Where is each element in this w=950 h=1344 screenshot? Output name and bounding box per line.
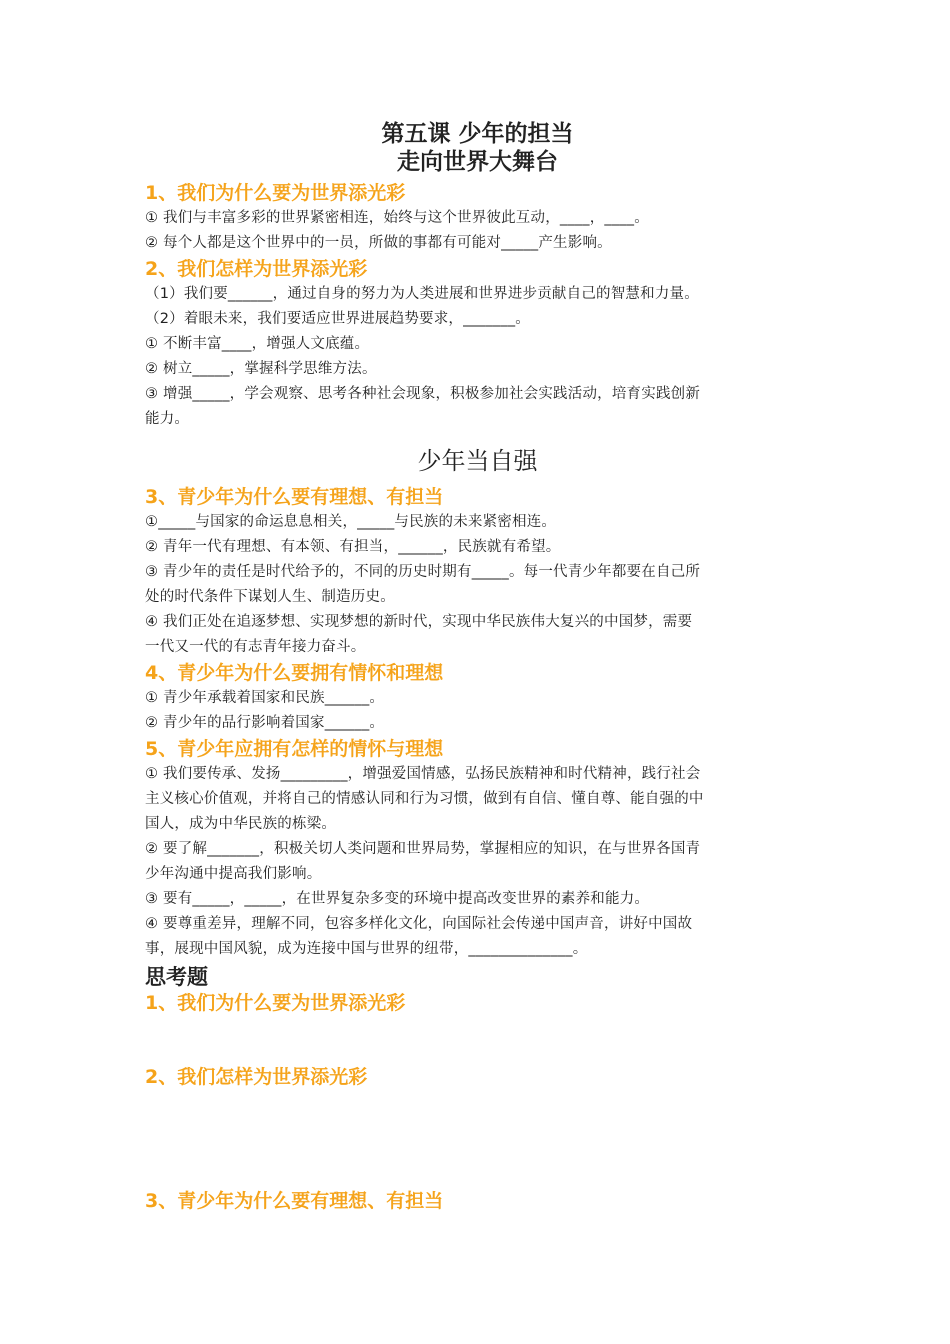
section-2-heading: 2、我们怎样为世界添光彩	[145, 258, 368, 280]
section-3-line: ③ 青少年的责任是时代给予的，不同的历史时期有_____。每一代青少年都要在自己所	[145, 564, 701, 580]
section-3-line: 处的时代条件下谋划人生、制造历史。	[145, 589, 395, 605]
answer-space-1	[145, 1016, 810, 1064]
section-3-line: ② 青年一代有理想、有本领、有担当，______，民族就有希望。	[145, 539, 561, 555]
thinking-question-1: 1、我们为什么要为世界添光彩	[145, 992, 406, 1014]
section-3-heading: 3、青少年为什么要有理想、有担当	[145, 486, 444, 508]
section-2-line: 能力。	[145, 411, 190, 427]
section-2-line: ② 树立_____，掌握科学思维方法。	[145, 361, 377, 377]
section-5-heading: 5、青少年应拥有怎样的情怀与理想	[145, 738, 444, 760]
section-5-line: 事，展现中国风貌，成为连接中国与世界的纽带，______________。	[145, 941, 588, 957]
section-2-line: （2）着眼未来，我们要适应世界进展趋势要求，_______。	[145, 311, 530, 327]
section-4-heading: 4、青少年为什么要拥有情怀和理想	[145, 662, 444, 684]
section-1-line: ① 我们与丰富多彩的世界紧密相连，始终与这个世界彼此互动，____，____。	[145, 210, 649, 226]
section-3-line: ④ 我们正处在追逐梦想、实现梦想的新时代，实现中华民族伟大复兴的中国梦，需要	[145, 614, 693, 630]
section-3-line: ①_____与国家的命运息息相关，_____与民族的未来紧密相连。	[145, 514, 557, 530]
section-3-line: 一代又一代的有志青年接力奋斗。	[145, 639, 366, 655]
section-2-line: （1）我们要______，通过自身的努力为人类进展和世界进步贡献自己的智慧和力量。	[145, 286, 699, 302]
lesson-subtitle: 走向世界大舞台	[397, 148, 558, 175]
section-5-line: 国人，成为中华民族的栋梁。	[145, 816, 337, 832]
section-2-line: ① 不断丰富____，增强人文底蕴。	[145, 336, 370, 352]
worksheet-page	[145, 120, 810, 1214]
lesson-title: 第五课 少年的担当	[381, 120, 574, 147]
answer-space-2	[145, 1090, 810, 1188]
section-5-line: 少年沟通中提高我们影响。	[145, 866, 322, 882]
section-4-line: ① 青少年承载着国家和民族______。	[145, 690, 385, 706]
part-title: 少年当自强	[417, 447, 538, 475]
section-5-line: ③ 要有_____，_____，在世界复杂多变的环境中提高改变世界的素养和能力。	[145, 891, 650, 907]
section-5-line: ② 要了解_______，积极关切人类问题和世界局势，掌握相应的知识，在与世界各国青	[145, 841, 701, 857]
thinking-question-2: 2、我们怎样为世界添光彩	[145, 1066, 368, 1088]
thinking-question-3: 3、青少年为什么要有理想、有担当	[145, 1190, 444, 1212]
thinking-questions-heading: 思考题	[145, 964, 208, 989]
section-4-line: ② 青少年的品行影响着国家______。	[145, 715, 385, 731]
section-5-line: ④ 要尊重差异，理解不同，包容多样化文化，向国际社会传递中国声音，讲好中国故	[145, 916, 693, 932]
section-2-line: ③ 增强_____，学会观察、思考各种社会现象，积极参加社会实践活动，培育实践创新	[145, 386, 701, 402]
section-5-line: 主义核心价值观，并将自己的情感认同和行为习惯，做到有自信、懂自尊、能自强的中	[145, 791, 704, 807]
section-1-line: ② 每个人都是这个世界中的一员，所做的事都有可能对_____产生影响。	[145, 235, 612, 251]
section-5-line: ① 我们要传承、发扬_________，增强爱国情感，弘扬民族精神和时代精神，践行社会	[145, 766, 701, 782]
section-1-heading: 1、我们为什么要为世界添光彩	[145, 182, 406, 204]
